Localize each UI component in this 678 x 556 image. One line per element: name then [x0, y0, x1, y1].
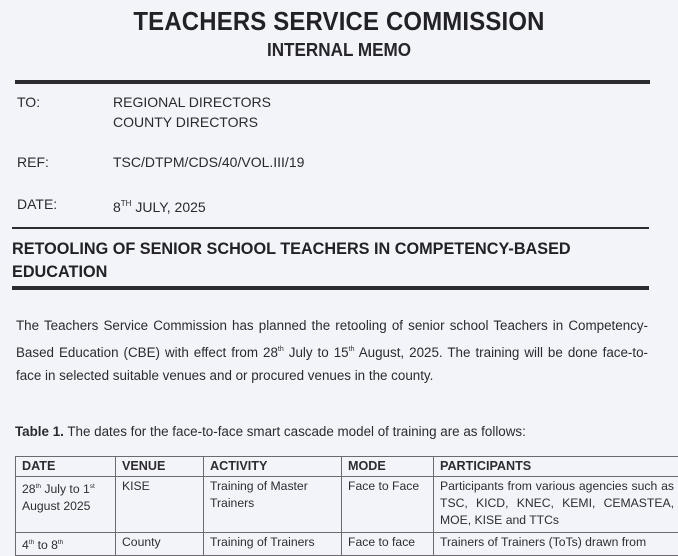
- table-caption: Table 1. The dates for the face-to-face smart cascade model of training are as follows:: [15, 424, 526, 439]
- table-row: [16, 533, 678, 556]
- table-header-row: [16, 457, 678, 477]
- mode-cell: Face to face: [342, 533, 434, 556]
- column-header: ACTIVITY: [204, 457, 342, 477]
- date-value: 8TH JULY, 2025: [113, 194, 206, 217]
- participants-cell: Trainers of Trainers (ToTs) drawn from: [434, 533, 678, 556]
- date-cell: 28th July to 1st August 2025: [16, 477, 116, 533]
- divider: [12, 286, 649, 290]
- activity-cell: Training of Trainers: [204, 533, 342, 556]
- column-header: MODE: [342, 457, 434, 477]
- body-paragraph: The Teachers Service Commission has planned the retooling of senior school Teachers in Competency-Based Education (CBE) with effect from 28th July to 15th August, 2025. The training will be done face-to-face in selected suitable venues and or procured venues in the county.: [16, 314, 648, 388]
- date-label: DATE:: [17, 196, 57, 212]
- organization-title: TEACHERS SERVICE COMMISSION: [27, 6, 651, 37]
- mode-cell: Face to Face: [342, 477, 434, 533]
- document-type: INTERNAL MEMO: [17, 40, 661, 61]
- training-schedule-table: [15, 456, 678, 556]
- ref-value: TSC/DTPM/CDS/40/VOL.III/19: [113, 152, 304, 172]
- to-label: TO:: [17, 94, 40, 110]
- date-cell: 4th to 8th: [16, 533, 116, 556]
- venue-cell: KISE: [116, 477, 204, 533]
- divider: [15, 80, 650, 84]
- participants-cell: Participants from various agencies such as TSC, KICD, KNEC, KEMI, CEMASTEA, MOE, KISE and TTCs: [434, 477, 678, 533]
- recipient-line: REGIONAL DIRECTORS: [113, 92, 271, 112]
- recipient-line: COUNTY DIRECTORS: [113, 112, 271, 132]
- to-recipients: [113, 92, 271, 132]
- divider: [12, 227, 649, 229]
- venue-cell: County: [116, 533, 204, 556]
- column-header: VENUE: [116, 457, 204, 477]
- subject-heading: RETOOLING OF SENIOR SCHOOL TEACHERS IN COMPETENCY-BASED EDUCATION: [12, 237, 623, 283]
- column-header: PARTICIPANTS: [434, 457, 678, 477]
- column-header: DATE: [16, 457, 116, 477]
- table-row: [16, 477, 678, 533]
- activity-cell: Training of Master Trainers: [204, 477, 342, 533]
- ref-label: REF:: [17, 154, 49, 170]
